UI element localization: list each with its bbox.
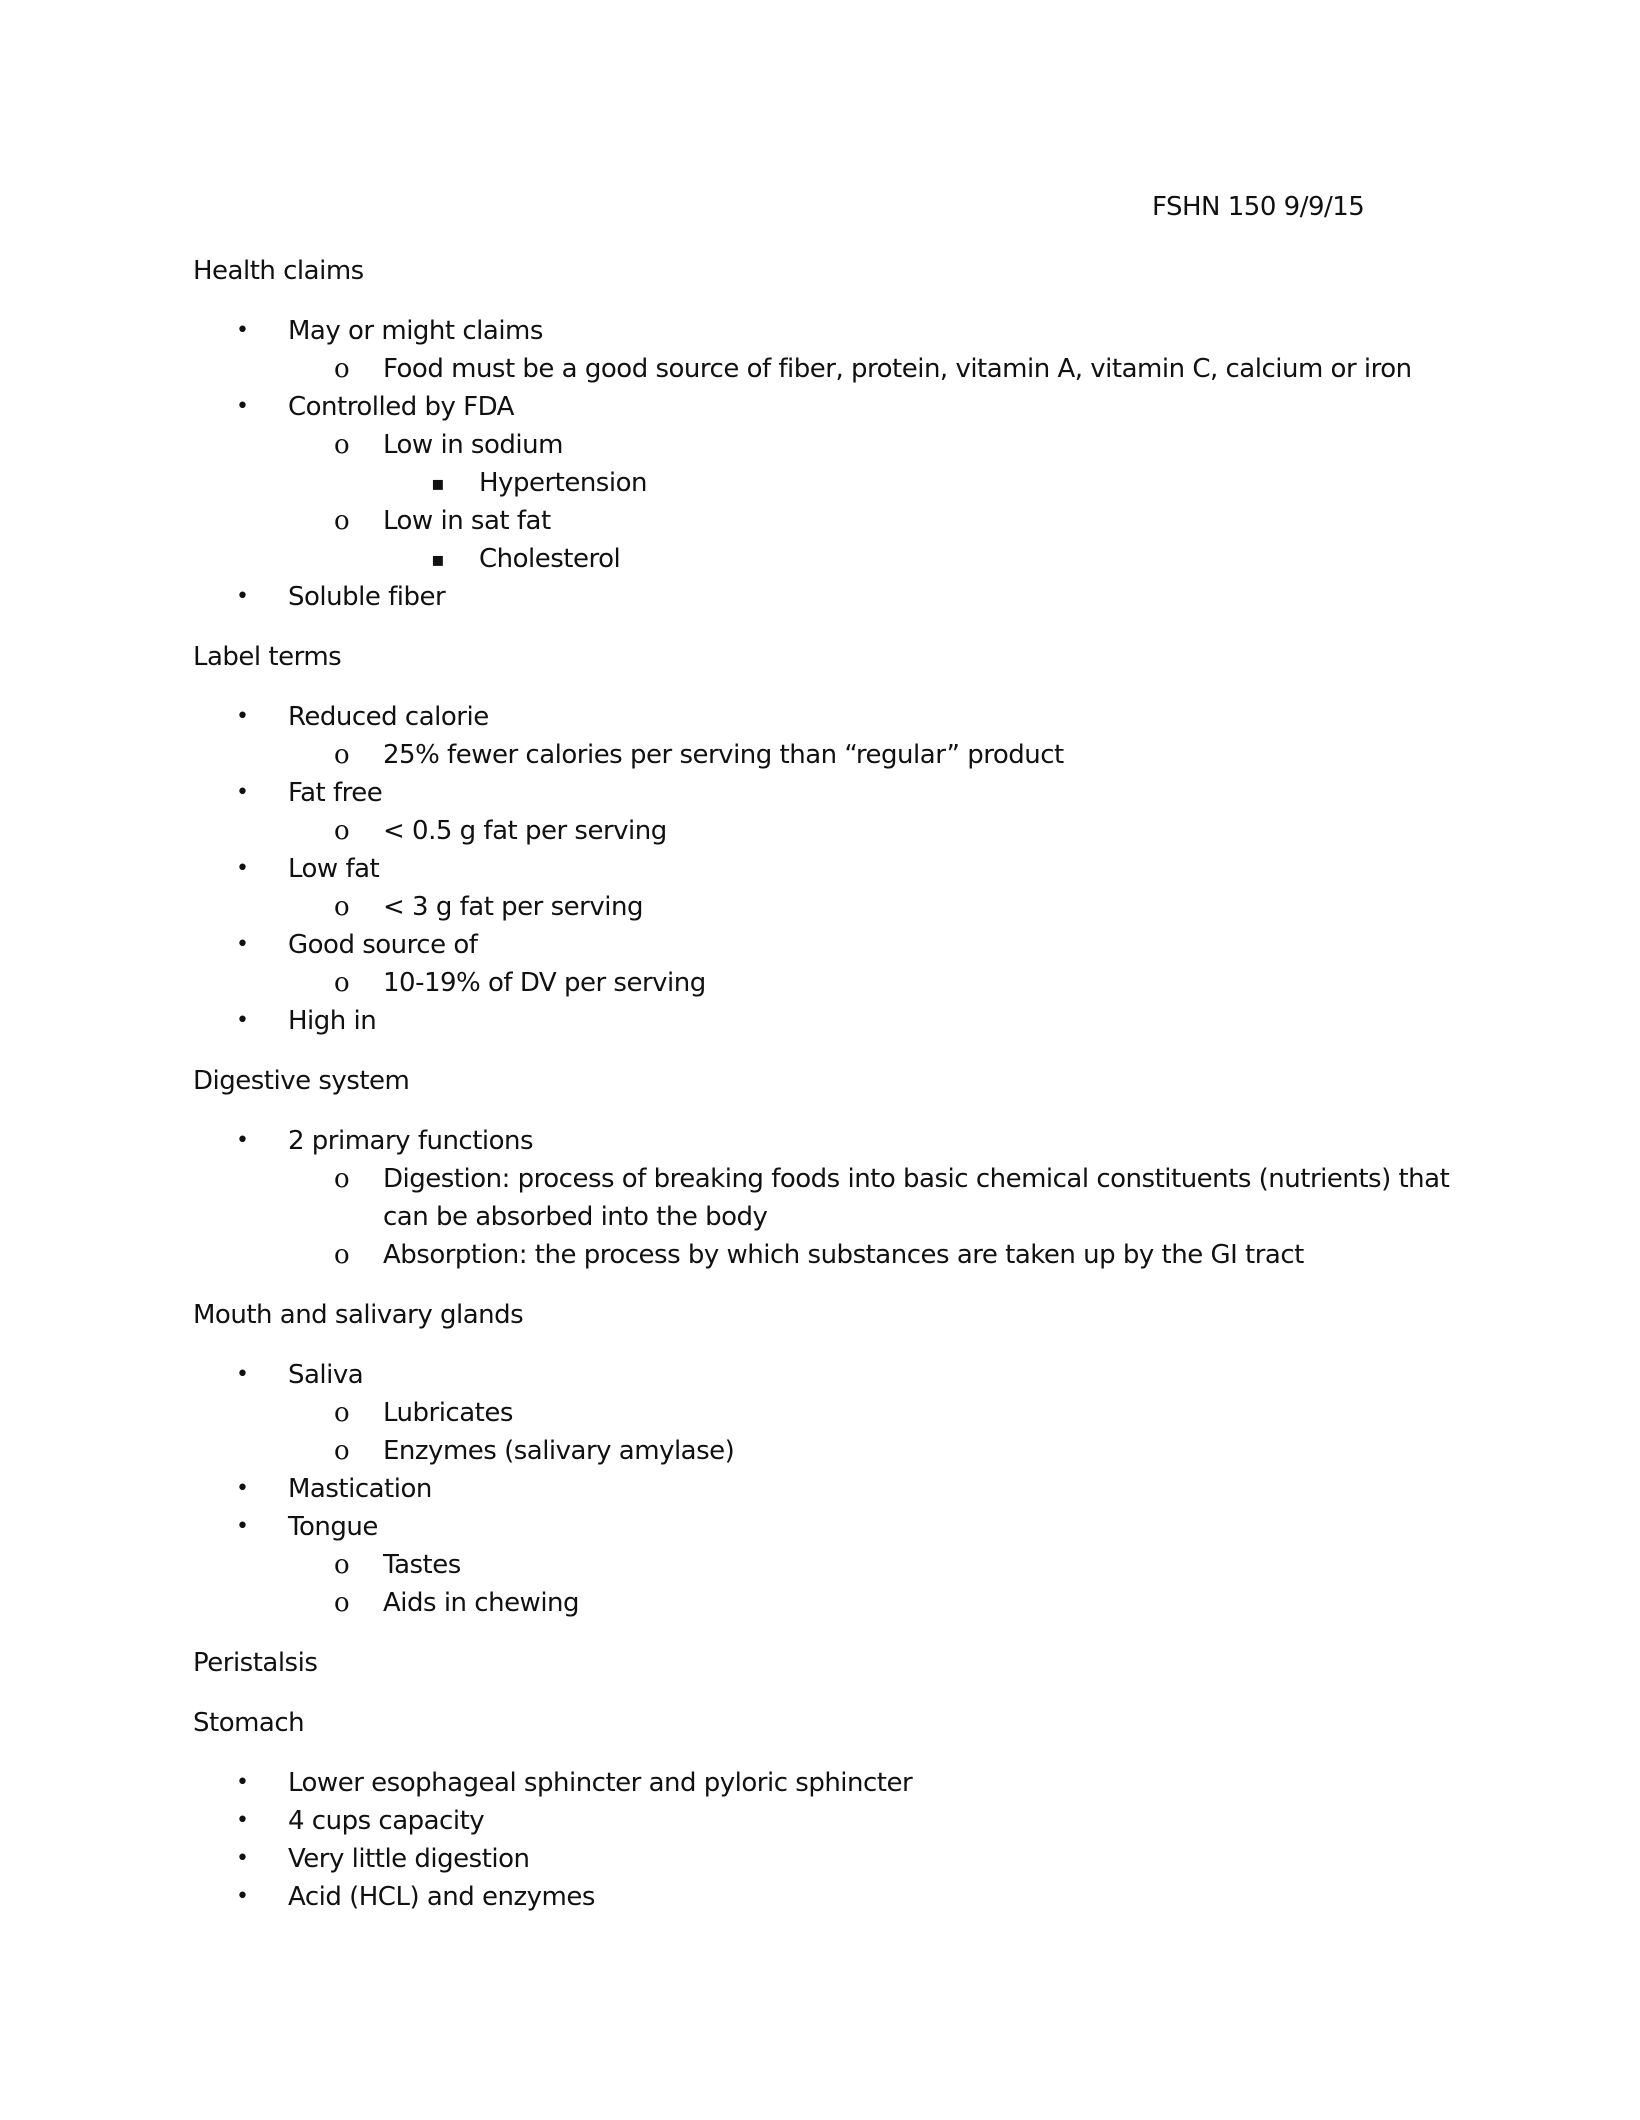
list-item-text: Enzymes (salivary amylase) xyxy=(383,1436,735,1466)
circle-marker: o xyxy=(334,1164,350,1194)
mouth-list xyxy=(193,1356,1493,1622)
list-item-text: 4 cups capacity xyxy=(288,1806,485,1836)
bullet-marker: • xyxy=(236,856,249,881)
list-item xyxy=(193,1122,1493,1160)
list-item xyxy=(193,1508,1493,1546)
list-item-text: Low in sodium xyxy=(383,430,563,460)
circle-marker: o xyxy=(334,354,350,384)
bullet-marker: • xyxy=(236,1476,249,1501)
bullet-marker: • xyxy=(236,704,249,729)
bullet-marker: • xyxy=(236,1770,249,1795)
bullet-marker: • xyxy=(236,1362,249,1387)
bullet-marker: • xyxy=(236,780,249,805)
circle-marker: o xyxy=(334,1398,350,1428)
health-claims-list xyxy=(193,312,1493,616)
list-item xyxy=(193,312,1493,350)
circle-marker: o xyxy=(334,1588,350,1618)
section-heading-peristalsis: Peristalsis xyxy=(193,1648,318,1678)
list-item-text: Acid (HCL) and enzymes xyxy=(288,1882,595,1912)
list-item xyxy=(193,578,1493,616)
list-item-text: Cholesterol xyxy=(479,544,621,574)
list-item-text: Lubricates xyxy=(383,1398,513,1428)
list-item xyxy=(193,1470,1493,1508)
bullet-marker: • xyxy=(236,1884,249,1909)
section-heading-stomach: Stomach xyxy=(193,1708,305,1738)
circle-marker: o xyxy=(334,1550,350,1580)
list-item-text: Tongue xyxy=(288,1512,378,1542)
list-item-text: Food must be a good source of fiber, protein, vitamin A, vitamin C, calcium or iron xyxy=(383,354,1412,384)
circle-marker: o xyxy=(334,430,350,460)
list-item xyxy=(193,736,1493,774)
list-item xyxy=(193,1802,1493,1840)
list-item xyxy=(193,1356,1493,1394)
circle-marker: o xyxy=(334,506,350,536)
list-item xyxy=(193,1394,1493,1432)
course-date-header: FSHN 150 9/9/15 xyxy=(1152,192,1365,222)
circle-marker: o xyxy=(334,1436,350,1466)
list-item xyxy=(193,1840,1493,1878)
list-item-text: Saliva xyxy=(288,1360,364,1390)
bullet-marker: • xyxy=(236,1128,249,1153)
list-item xyxy=(193,774,1493,812)
list-item-text: Fat free xyxy=(288,778,383,808)
list-item xyxy=(193,812,1493,850)
list-item xyxy=(193,1878,1493,1916)
list-item xyxy=(193,1584,1493,1622)
list-item xyxy=(193,502,1493,540)
bullet-marker: • xyxy=(236,1808,249,1833)
list-item-text: Absorption: the process by which substances are taken up by the GI tract xyxy=(383,1240,1304,1270)
square-marker: ▪ xyxy=(431,547,445,571)
list-item xyxy=(193,1546,1493,1584)
list-item-text: 2 primary functions xyxy=(288,1126,534,1156)
digestive-system-list xyxy=(193,1122,1493,1274)
circle-marker: o xyxy=(334,968,350,998)
circle-marker: o xyxy=(334,816,350,846)
list-item xyxy=(193,698,1493,736)
list-item xyxy=(193,426,1493,464)
list-item-text: Hypertension xyxy=(479,468,647,498)
notes-body xyxy=(193,252,1493,1938)
section-heading-digestive-system: Digestive system xyxy=(193,1066,410,1096)
list-item xyxy=(193,464,1493,502)
bullet-marker: • xyxy=(236,584,249,609)
list-item-text: Aids in chewing xyxy=(383,1588,580,1618)
list-item-text: Tastes xyxy=(383,1550,461,1580)
list-item-text: Low in sat fat xyxy=(383,506,551,536)
circle-marker: o xyxy=(334,892,350,922)
list-item-text: Soluble fiber xyxy=(288,582,446,612)
bullet-marker: • xyxy=(236,1514,249,1539)
list-item-text: 25% fewer calories per serving than “regular” product xyxy=(383,740,1064,770)
label-terms-list xyxy=(193,698,1493,1040)
section-heading-health-claims: Health claims xyxy=(193,256,364,286)
bullet-marker: • xyxy=(236,1846,249,1871)
list-item-text: < 0.5 g fat per serving xyxy=(383,816,667,846)
list-item xyxy=(193,926,1493,964)
list-item xyxy=(193,964,1493,1002)
list-item xyxy=(193,1236,1493,1274)
list-item-text: Very little digestion xyxy=(288,1844,530,1874)
circle-marker: o xyxy=(334,740,350,770)
section-heading-label-terms: Label terms xyxy=(193,642,342,672)
bullet-marker: • xyxy=(236,1008,249,1033)
circle-marker: o xyxy=(334,1240,350,1270)
list-item-text: Lower esophageal sphincter and pyloric sphincter xyxy=(288,1768,913,1798)
list-item xyxy=(193,540,1493,578)
bullet-marker: • xyxy=(236,394,249,419)
list-item-text: 10-19% of DV per serving xyxy=(383,968,706,998)
list-item xyxy=(193,1764,1493,1802)
list-item-text: May or might claims xyxy=(288,316,543,346)
list-item-text: Good source of xyxy=(288,930,478,960)
list-item xyxy=(193,350,1493,388)
list-item xyxy=(193,888,1493,926)
list-item xyxy=(193,1432,1493,1470)
list-item-text: < 3 g fat per serving xyxy=(383,892,643,922)
list-item-text: Digestion: process of breaking foods into basic chemical constituents (nutrients) that can be absorbed into the body xyxy=(383,1164,1450,1232)
stomach-list xyxy=(193,1764,1493,1916)
list-item xyxy=(193,1160,1493,1236)
square-marker: ▪ xyxy=(431,471,445,495)
bullet-marker: • xyxy=(236,932,249,957)
list-item-text: Low fat xyxy=(288,854,380,884)
list-item-text: Controlled by FDA xyxy=(288,392,514,422)
bullet-marker: • xyxy=(236,318,249,343)
list-item-text: High in xyxy=(288,1006,377,1036)
list-item-text: Mastication xyxy=(288,1474,432,1504)
list-item-text: Reduced calorie xyxy=(288,702,489,732)
section-heading-mouth-salivary-glands: Mouth and salivary glands xyxy=(193,1300,524,1330)
list-item xyxy=(193,388,1493,426)
list-item xyxy=(193,850,1493,888)
list-item xyxy=(193,1002,1493,1040)
